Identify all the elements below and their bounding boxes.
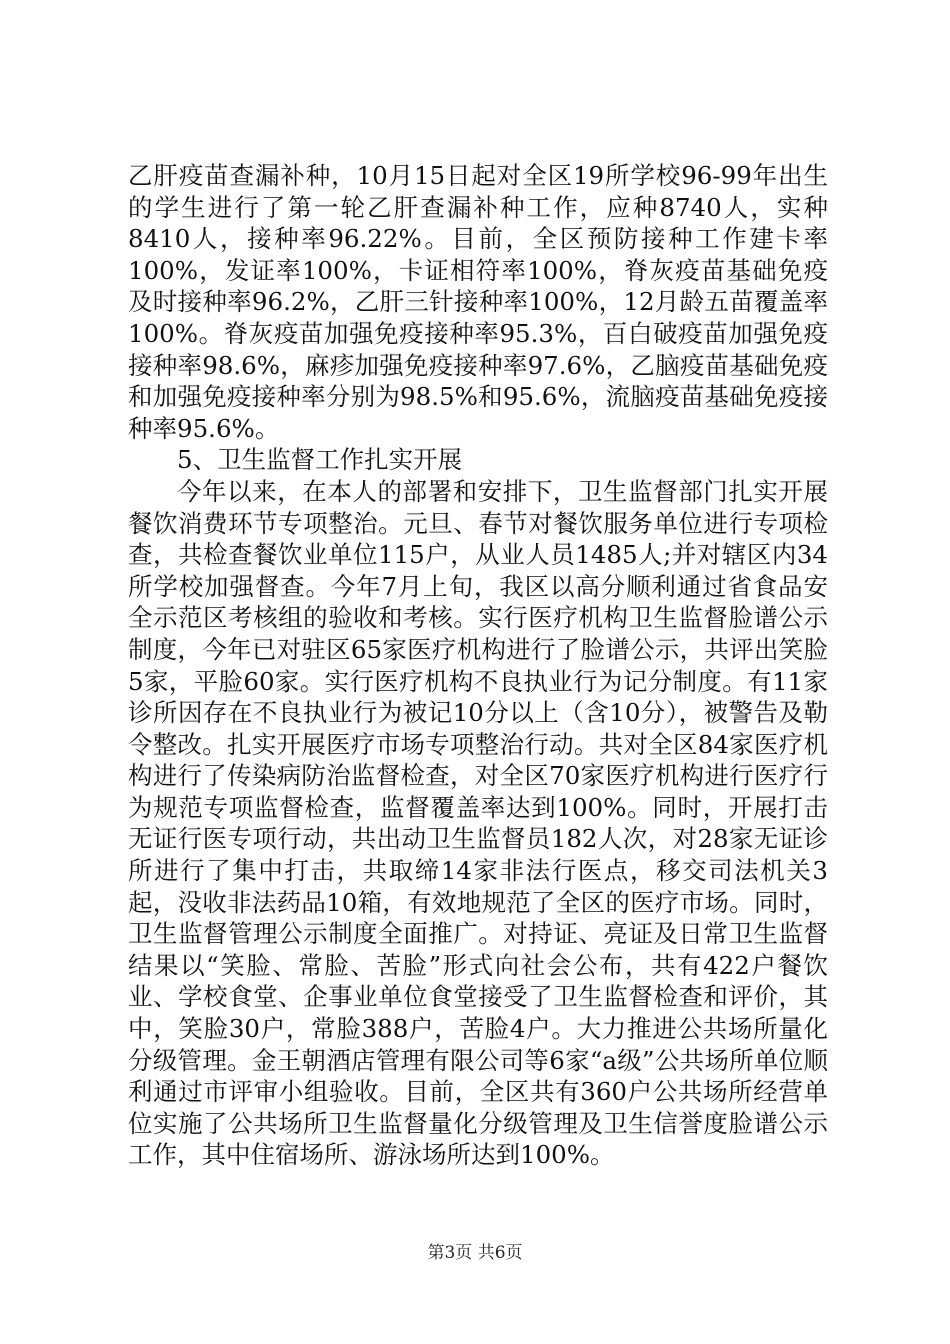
document-body (128, 160, 828, 1171)
section-heading: 5、卫生监督工作扎实开展 (177, 445, 463, 475)
paragraph-vaccination-summary: 乙肝疫苗查漏补种，10月15日起对全区19所学校96-99年出生的学生进行了第一轮乙肝查漏补种工作，应种8740人，实种8410人，接种率96.22%。目前，全区预防接种工作建卡率100%，发证率100%，卡证相符率100%，脊灰疫苗基础免疫及时接种率96.2%，乙肝三针接种率100%，12月龄五苗覆盖率100%。脊灰疫苗加强免疫接种率95.3%，百白破疫苗加强免疫接种率98.6%，麻疹加强免疫接种率97.6%，乙脑疫苗基础免疫和加强免疫接种率分别为98.5%和95.6%，流脑疫苗基础免疫接种率95.6%。 (128, 161, 828, 443)
paragraph-health-supervision: 今年以来，在本人的部署和安排下，卫生监督部门扎实开展餐饮消费环节专项整治。元旦、春节对餐饮服务单位进行专项检查，共检查餐饮业单位115户，从业人员1485人;并对辖区内34所学校加强督查。今年7月上旬，我区以高分顺利通过省食品安全示范区考核组的验收和考核。实行医疗机构卫生监督脸谱公示制度，今年已对驻区65家医疗机构进行了脸谱公示，共评出笑脸5家，平脸60家。实行医疗机构不良执业行为记分制度。有11家诊所因存在不良执业行为被记10分以上（含10分），被警告及勒令整改。扎实开展医疗市场专项整治行动。共对全区84家医疗机构进行了传染病防治监督检查，对全区70家医疗机构进行医疗行为规范专项监督检查，监督覆盖率达到100%。同时，开展打击无证行医专项行动，共出动卫生监督员182人次，对28家无证诊所进行了集中打击，共取缔14家非法行医点，移交司法机关3起，没收非法药品10箱，有效地规范了全区的医疗市场。同时，卫生监督管理公示制度全面推广。对持证、亮证及日常卫生监督结果以“笑脸、常脸、苦脸”形式向社会公布，共有422户餐饮业、学校食堂、企事业单位食堂接受了卫生监督检查和评价，其中，笑脸30户，常脸388户，苦脸4户。大力推进公共场所量化分级管理。金王朝酒店管理有限公司等6家“a级”公共场所单位顺利通过市评审小组验收。目前，全区共有360户公共场所经营单位实施了公共场所卫生监督量化分级管理及卫生信誉度脸谱公示工作，其中住宿场所、游泳场所达到100%。 (128, 476, 828, 1170)
page-number-footer: 第3页 共6页 (427, 1243, 523, 1263)
